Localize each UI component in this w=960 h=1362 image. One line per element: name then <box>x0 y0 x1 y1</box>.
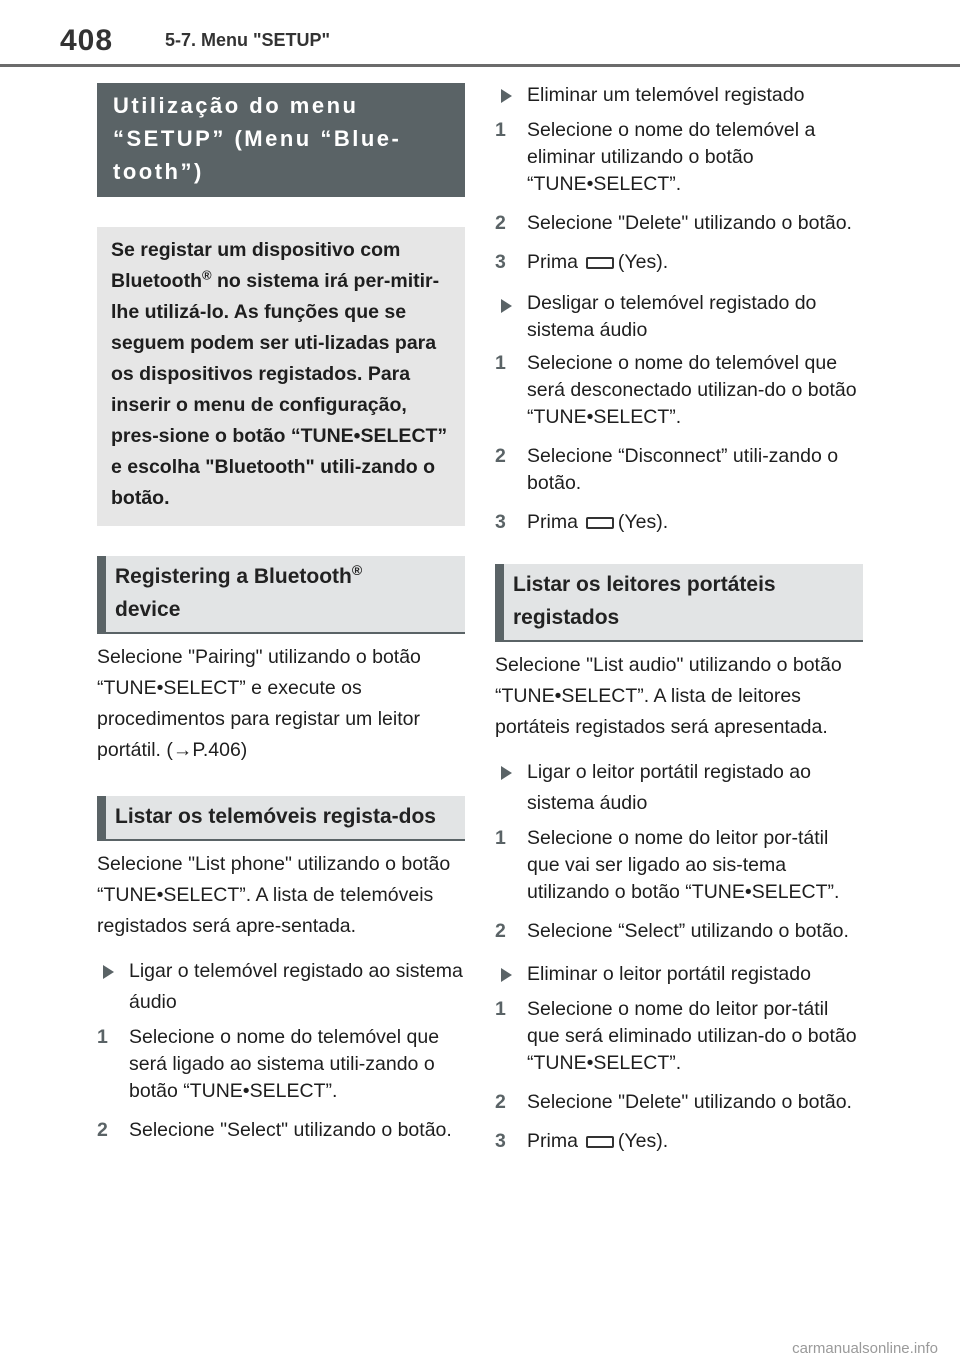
intro-box <box>97 227 465 526</box>
press-word: Prima <box>527 251 578 273</box>
intro-text-post: no sistema irá per-mitir-lhe utilizá-lo. As funções que se seguem podem ser uti-lizadas para os dispositivos registados. Para inserir o menu de configuração, pres-sione o botão “TUNE•SELECT” e escolha "Bluetooth" utili-zando o botão. <box>111 270 448 509</box>
page-header <box>0 0 960 66</box>
step-text <box>527 509 863 536</box>
section-title-box: Utilização do menu “SETUP” (Menu “Blue-tooth”) <box>97 83 465 197</box>
heading-list-phone: Listar os telemóveis regista-dos <box>97 796 465 841</box>
step-number: 2 <box>495 445 506 467</box>
bullet-delete-player <box>495 959 863 990</box>
yes-label: (Yes). <box>617 511 669 533</box>
yes-label: (Yes). <box>617 251 669 273</box>
step-number: 1 <box>495 352 506 374</box>
heading-registering <box>97 556 465 634</box>
bullet-text: Eliminar o leitor portátil registado <box>527 963 811 985</box>
registered-mark: ® <box>201 267 212 283</box>
step-item <box>495 918 863 945</box>
step-text: Selecione "Select" utilizando o botão. <box>129 1119 452 1141</box>
step-text: Selecione o nome do leitor por-tátil que será eliminado utilizan-do o botão “TUNE•SELECT”. <box>527 998 857 1074</box>
step-number: 2 <box>495 212 506 234</box>
bullet-connect-phone <box>97 956 465 1018</box>
chapter-title: 5-7. Menu "SETUP" <box>165 30 331 50</box>
step-text: Selecione o nome do telemóvel a eliminar utilizando o botão “TUNE•SELECT”. <box>527 119 816 195</box>
bullet-delete-phone <box>495 80 863 111</box>
step-item <box>495 210 863 237</box>
step-number: 3 <box>495 1130 506 1152</box>
step-item <box>97 1024 465 1105</box>
step-number: 1 <box>97 1026 108 1048</box>
step-text <box>527 1128 863 1155</box>
header-rule <box>0 64 960 67</box>
step-number: 1 <box>495 119 506 141</box>
step-text: Selecione o nome do leitor por-tátil que vai ser ligado ao sis-tema utilizando o botão “TUNE•SELECT”. <box>527 827 840 903</box>
yes-button-icon <box>586 517 614 529</box>
step-text <box>527 249 863 276</box>
triangle-bullet-icon <box>501 299 512 313</box>
triangle-bullet-icon <box>501 89 512 103</box>
registered-mark: ® <box>351 562 363 578</box>
step-text: Selecione “Select” utilizando o botão. <box>527 920 849 942</box>
yes-label: (Yes). <box>617 1130 669 1152</box>
step-number: 3 <box>495 511 506 533</box>
left-column <box>97 83 465 1144</box>
intro-text-pre: Se registar um dispositivo com Bluetooth <box>111 239 401 292</box>
yes-button-icon <box>586 257 614 269</box>
bullet-disconnect-phone <box>495 290 863 344</box>
step-number: 2 <box>495 920 506 942</box>
step-item <box>495 443 863 497</box>
step-item <box>495 249 863 276</box>
right-column <box>495 80 863 1155</box>
bullet-text: Eliminar um telemóvel registado <box>527 84 805 106</box>
press-word: Prima <box>527 511 578 533</box>
step-item <box>495 1089 863 1116</box>
step-item <box>495 350 863 431</box>
triangle-bullet-icon <box>103 965 114 979</box>
step-number: 2 <box>97 1119 108 1141</box>
step-item <box>97 1117 465 1144</box>
step-text: Selecione "Delete" utilizando o botão. <box>527 212 852 234</box>
step-number: 2 <box>495 1091 506 1113</box>
bullet-connect-player <box>495 757 863 819</box>
heading-list-audio: Listar os leitores portáteis registados <box>495 564 863 642</box>
bullet-text: Desligar o telemóvel registado do sistema áudio <box>527 292 817 341</box>
step-text: Selecione "Delete" utilizando o botão. <box>527 1091 852 1113</box>
yes-button-icon <box>586 1136 614 1148</box>
step-item <box>495 509 863 536</box>
step-item <box>495 825 863 906</box>
heading-registering-post: device <box>115 598 181 621</box>
page-number: 408 <box>60 24 114 57</box>
press-word: Prima <box>527 1130 578 1152</box>
step-number: 1 <box>495 998 506 1020</box>
registering-text: Selecione "Pairing" utilizando o botão “TUNE•SELECT” e execute os procedimentos para registar um leitor portátil. (→P.406) <box>97 646 421 761</box>
step-item <box>495 117 863 198</box>
list-audio-text: Selecione "List audio" utilizando o botão “TUNE•SELECT”. A lista de leitores portáteis registados será apresentada. <box>495 654 842 738</box>
step-text: Selecione o nome do telemóvel que será desconectado utilizan-do o botão “TUNE•SELECT”. <box>527 352 857 428</box>
step-item <box>495 1128 863 1155</box>
watermark: carmanualsonline.info <box>792 1340 938 1357</box>
step-item <box>495 996 863 1077</box>
step-number: 1 <box>495 827 506 849</box>
bullet-text: Ligar o leitor portátil registado ao sistema áudio <box>527 761 811 814</box>
step-number: 3 <box>495 251 506 273</box>
step-text: Selecione o nome do telemóvel que será ligado ao sistema utili-zando o botão “TUNE•SELECT”. <box>129 1026 440 1102</box>
triangle-bullet-icon <box>501 968 512 982</box>
step-text: Selecione “Disconnect” utili-zando o botão. <box>527 445 839 494</box>
triangle-bullet-icon <box>501 766 512 780</box>
bullet-text: Ligar o telemóvel registado ao sistema áudio <box>129 960 463 1013</box>
list-phone-text: Selecione "List phone" utilizando o botão “TUNE•SELECT”. A lista de telemóveis registados será apre-sentada. <box>97 853 451 937</box>
heading-registering-pre: Registering a Bluetooth <box>115 565 352 588</box>
